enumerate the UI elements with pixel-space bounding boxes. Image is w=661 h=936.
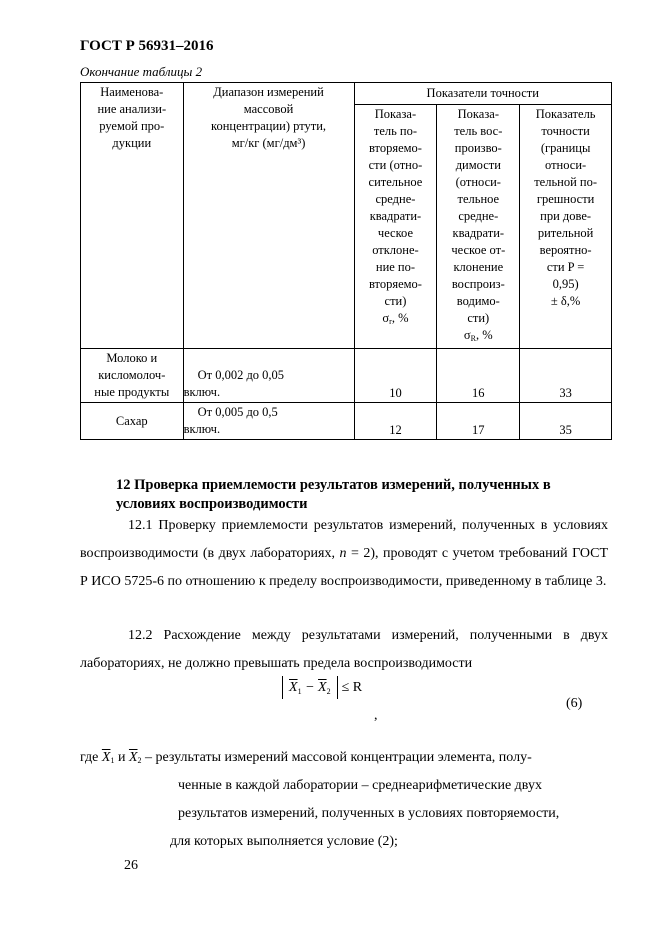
document-header: ГОСТ Р 56931–2016 [80,38,214,54]
cell-repeatability: 10 [354,349,437,403]
where-line-1: где $\overline{X}_1$ и $\overline{X}_2$ – результаты измерений массовой концентрации элемента, полу- [80,750,532,765]
section-title: 12 Проверка приемлемости результатов измерений, полученных в условиях воспроизводимости [116,477,551,512]
header-accuracy-group: Показатели точности [354,83,611,105]
paragraph-12-2: 12.2 Расхождение между результатами измерений, полученными в двух лабораториях, не должно превышать предела воспроизводимости [80,628,608,671]
header-reproducibility: Показа- тель вос- произво- димости (относи- тельное средне- квадрати- ческое от- клонение воспроиз- водимо- сти) $\sigma_R$, % [437,105,520,349]
paragraph-12-1: 12.1 Проверку приемлемости результатов измерений, полученных в условиях воспроизводимости (в двух лабораториях, n = 2), проводят с учетом требований ГОСТ Р ИСО 5725-6 по отношению к пределу воспроизводимости, приведенному в таблице 3. [80,518,608,589]
where-line-4: для которых выполняется условие (2); [170,834,398,849]
header-range: Диапазон измерений массовой концентрации) ртути, мг/кг (мг/дм³) [183,83,354,349]
cell-reproducibility: 17 [437,403,520,440]
table-row [81,349,612,403]
cell-reproducibility: 16 [437,349,520,403]
formula-number: (6) [566,696,583,711]
cell-range: От 0,002 до 0,05 включ. [183,349,354,403]
page-number: 26 [124,858,138,873]
cell-accuracy: 33 [520,349,612,403]
table-row [81,403,612,440]
accuracy-table [80,82,612,440]
where-line-2: ченные в каждой лаборатории – среднеарифметические двух [178,778,542,793]
formula-6: $\overline{X}_1 - \overline{X}_2 \le R$ , [282,680,362,696]
cell-accuracy: 35 [520,403,612,440]
cell-product: Молоко и кисломолоч- ные продукты [81,349,184,403]
table-caption: Окончание таблицы 2 [80,64,203,79]
header-accuracy: Показатель точности (границы относи- тельной по- грешности при дове- рительной вероятно- сти P = 0,95) ± δ,% [520,105,612,349]
cell-repeatability: 12 [354,403,437,440]
where-line-3: результатов измерений, полученных в условиях повторяемости, [178,806,560,821]
cell-product: Сахар [81,403,184,440]
cell-range: От 0,005 до 0,5 включ. [183,403,354,440]
header-repeatability: Показа- тель по- вторяемо- сти (отно- сительное средне- квадрати- ческое отклоне- ние по- вторяемо- сти) $\sigma_r$, % [354,105,437,349]
header-product: Наименова- ние анализи- руемой про- дукции [81,83,184,349]
